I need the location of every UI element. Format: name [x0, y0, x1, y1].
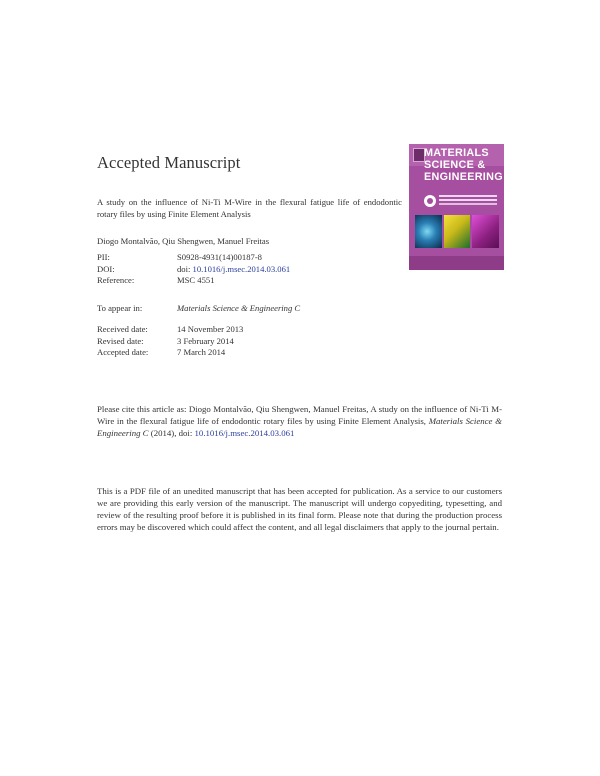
cover-title-line-3: ENGINEERING	[424, 171, 503, 184]
cover-image-magenta	[472, 215, 499, 248]
accepted-value: 7 March 2014	[177, 347, 226, 358]
citation-doi-link[interactable]: 10.1016/j.msec.2014.03.061	[194, 427, 295, 438]
dates-table	[97, 324, 243, 359]
citation-year: (2014),	[150, 427, 177, 438]
disclaimer-paragraph: This is a PDF file of an unedited manuscript that has been accepted for publication. As a service to our customers we are providing this early version of the manuscript. The manuscript will undergo copyediting, typesetting, and review of the resulting proof before it is published in its final form. Please note that during the production process errors may be discovered which could affect the content, and all legal disclaimers that apply to the journal pertain.	[97, 486, 502, 532]
citation-text: Please cite this article as: Diogo Montalvão, Qiu Shengwen, Manuel Freitas, A study on the influence of Ni-Ti M-Wire in the flexural fatigue life of endodontic rotary files by using Finite Element Analysis,	[97, 404, 502, 426]
doi-value	[177, 264, 290, 276]
received-label: Received date:	[97, 324, 148, 334]
authors: Diogo Montalvão, Qiu Shengwen, Manuel Freitas	[97, 236, 270, 246]
doi-prefix: doi:	[177, 263, 193, 274]
identifiers-table	[97, 252, 290, 287]
pii-label: PII:	[97, 252, 110, 262]
citation-paragraph	[97, 404, 502, 440]
appear-label: To appear in:	[97, 303, 143, 313]
identifier-row-pii	[97, 252, 290, 264]
reference-label: Reference:	[97, 275, 135, 286]
identifier-row-reference	[97, 275, 290, 287]
date-row-received	[97, 324, 243, 336]
reference-value: MSC 4551	[177, 275, 215, 286]
cover-title-line-2: SCIENCE &	[424, 159, 486, 172]
cover-title	[424, 147, 502, 184]
cover-image-blue	[415, 215, 442, 248]
cover-subtitle-lines	[439, 195, 497, 197]
cover-images	[415, 215, 499, 248]
cover-c-emblem-icon	[424, 195, 436, 207]
revised-label: Revised date:	[97, 335, 144, 346]
date-row-accepted	[97, 347, 243, 359]
page-heading: Accepted Manuscript	[97, 153, 241, 172]
pii-value: S0928-4931(14)00187-8	[177, 252, 262, 262]
cover-footer-band	[409, 256, 504, 270]
cover-title-line-1: MATERIALS	[424, 147, 489, 159]
journal-cover-image	[409, 144, 504, 270]
doi-link[interactable]: 10.1016/j.msec.2014.03.061	[192, 263, 291, 274]
citation-journal: Materials Science & Engineering C	[97, 415, 503, 438]
date-row-revised	[97, 336, 243, 348]
identifier-row-doi	[97, 264, 290, 276]
article-title: A study on the influence of Ni-Ti M-Wire in the flexural fatigue life of endodontic rotary files by using Finite Element Analysis	[97, 197, 402, 219]
cover-image-yellow	[444, 215, 471, 248]
citation-doi-prefix: doi:	[178, 427, 193, 438]
received-value: 14 November 2013	[177, 324, 244, 334]
revised-value: 3 February 2014	[177, 335, 234, 346]
appear-in-row	[97, 303, 300, 315]
doi-label: DOI:	[97, 263, 115, 274]
journal-name: Materials Science & Engineering C	[177, 303, 301, 313]
accepted-label: Accepted date:	[97, 347, 149, 358]
